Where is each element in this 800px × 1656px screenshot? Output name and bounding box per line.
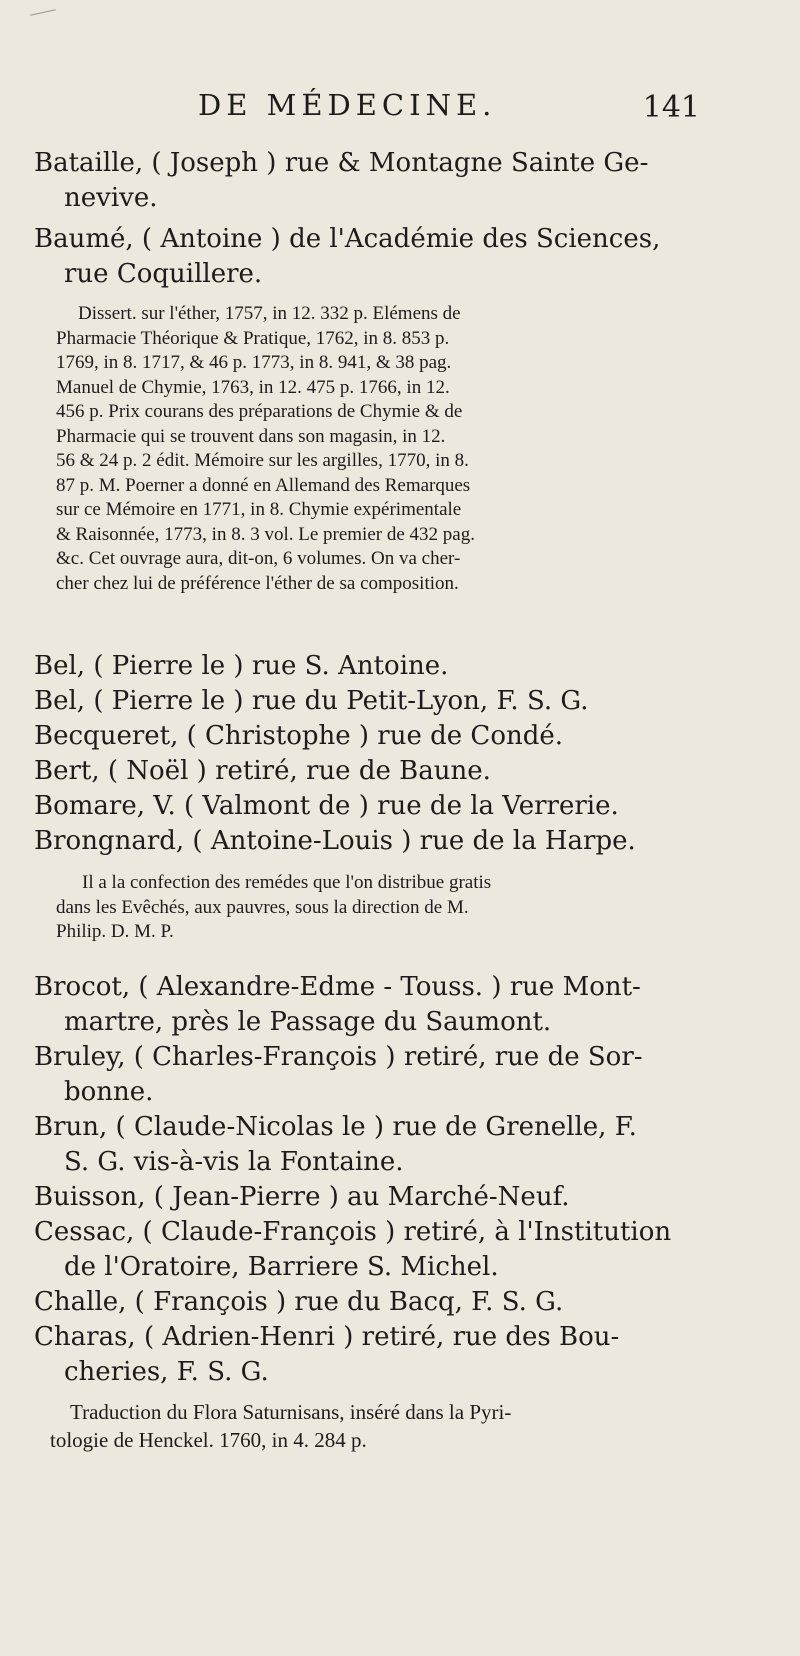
note-brongnard [56, 871, 718, 945]
entry-buisson [34, 1180, 734, 1215]
entry-line: Brongnard, ( Antoine-Louis ) rue de la Harpe. [34, 826, 636, 856]
entry-baume [34, 222, 734, 292]
note-line: Philip. D. M. P. [56, 921, 174, 942]
entry-bataille [34, 146, 734, 216]
entry-line: Bomare, V. ( Valmont de ) rue de la Verrerie. [34, 791, 619, 821]
entry-line: Challe, ( François ) rue du Bacq, F. S. G. [34, 1287, 564, 1317]
entry-line: Buisson, ( Jean-Pierre ) au Marché-Neuf. [34, 1182, 570, 1212]
note-line: Manuel de Chymie, 1763, in 12. 475 p. 1766, in 12. [56, 376, 450, 398]
entry-line: Bel, ( Pierre le ) rue S. Antoine. [34, 651, 449, 681]
entry-bomare [34, 789, 734, 824]
note-line: Dissert. sur l'éther, 1757, in 12. 332 p. Elémens de [78, 303, 461, 324]
entry-bel-1 [34, 649, 734, 684]
note-line: sur ce Mémoire en 1771, in 8. Chymie expérimentale [56, 499, 462, 520]
note-line: Il a la confection des remédes que l'on distribue gratis [82, 872, 492, 893]
entry-line-continued: martre, près le Passage du Saumont. [64, 1007, 552, 1037]
entry-bruley [34, 1040, 734, 1110]
note-line: Pharmacie Théorique & Pratique, 1762, in 8. 853 p. [56, 327, 450, 349]
note-line: Pharmacie qui se trouvent dans son magasin, in 12. [56, 425, 446, 447]
entry-line-continued: de l'Oratoire, Barriere S. Michel. [64, 1252, 499, 1282]
note-line: 56 & 24 p. 2 édit. Mémoire sur les argilles, 1770, in 8. [56, 450, 469, 471]
entry-charas [34, 1320, 734, 1390]
entry-line: Bataille, ( Joseph ) rue & Montagne Sainte Ge- [34, 148, 649, 178]
note-line: 87 p. M. Poerner a donné en Allemand des Remarques [56, 474, 471, 496]
note-line: cher chez lui de préférence l'éther de sa composition. [56, 572, 459, 594]
entry-becqueret [34, 719, 734, 754]
note-baume [56, 302, 718, 596]
entry-line-continued: rue Coquillere. [64, 259, 263, 289]
entry-brocot [34, 970, 734, 1040]
entry-line: Baumé, ( Antoine ) de l'Académie des Sciences, [34, 224, 661, 254]
entry-line: Becqueret, ( Christophe ) rue de Condé. [34, 721, 564, 751]
entry-line: Bel, ( Pierre le ) rue du Petit-Lyon, F. S. G. [34, 686, 589, 716]
entry-bert [34, 754, 734, 789]
note-line: & Raisonnée, 1773, in 8. 3 vol. Le premier de 432 pag. [56, 523, 475, 545]
page-number: 141 [642, 90, 700, 125]
note-line: 1769, in 8. 1717, & 46 p. 1773, in 8. 941, & 38 pag. [56, 352, 452, 373]
entry-line: Charas, ( Adrien-Henri ) retiré, rue des Bou- [34, 1322, 620, 1352]
entry-line-continued: cheries, F. S. G. [64, 1357, 269, 1387]
note-line: 456 p. Prix courans des préparations de Chymie & de [56, 401, 463, 422]
entry-line: Cessac, ( Claude-François ) retiré, à l'Institution [34, 1217, 672, 1247]
note-line: Traduction du Flora Saturnisans, inséré dans la Pyri- [70, 1400, 512, 1424]
entry-challe [34, 1285, 734, 1320]
note-line: &c. Cet ouvrage aura, dit-on, 6 volumes. On va cher- [56, 548, 461, 569]
entry-brongnard [34, 824, 734, 859]
entry-line: Bert, ( Noël ) retiré, rue de Baune. [34, 756, 491, 786]
note-line: tologie de Henckel. 1760, in 4. 284 p. [50, 1428, 367, 1452]
note-line: dans les Evêchés, aux pauvres, sous la direction de M. [56, 896, 469, 918]
note-charas [50, 1398, 730, 1454]
entry-cessac [34, 1215, 734, 1285]
header-title: DE MÉDECINE. [198, 88, 497, 122]
entry-brun [34, 1110, 734, 1180]
entry-line-continued: bonne. [64, 1077, 154, 1107]
entry-line-continued: S. G. vis-à-vis la Fontaine. [64, 1147, 404, 1177]
entry-line: Brocot, ( Alexandre-Edme - Touss. ) rue Mont- [34, 972, 641, 1002]
entry-line-continued: nevive. [64, 183, 158, 213]
entry-bel-2 [34, 684, 734, 719]
running-header [190, 88, 710, 138]
entry-line: Brun, ( Claude-Nicolas le ) rue de Grenelle, F. [34, 1112, 637, 1142]
page-corner-mark [30, 9, 56, 15]
entry-line: Bruley, ( Charles-François ) retiré, rue de Sor- [34, 1042, 643, 1072]
